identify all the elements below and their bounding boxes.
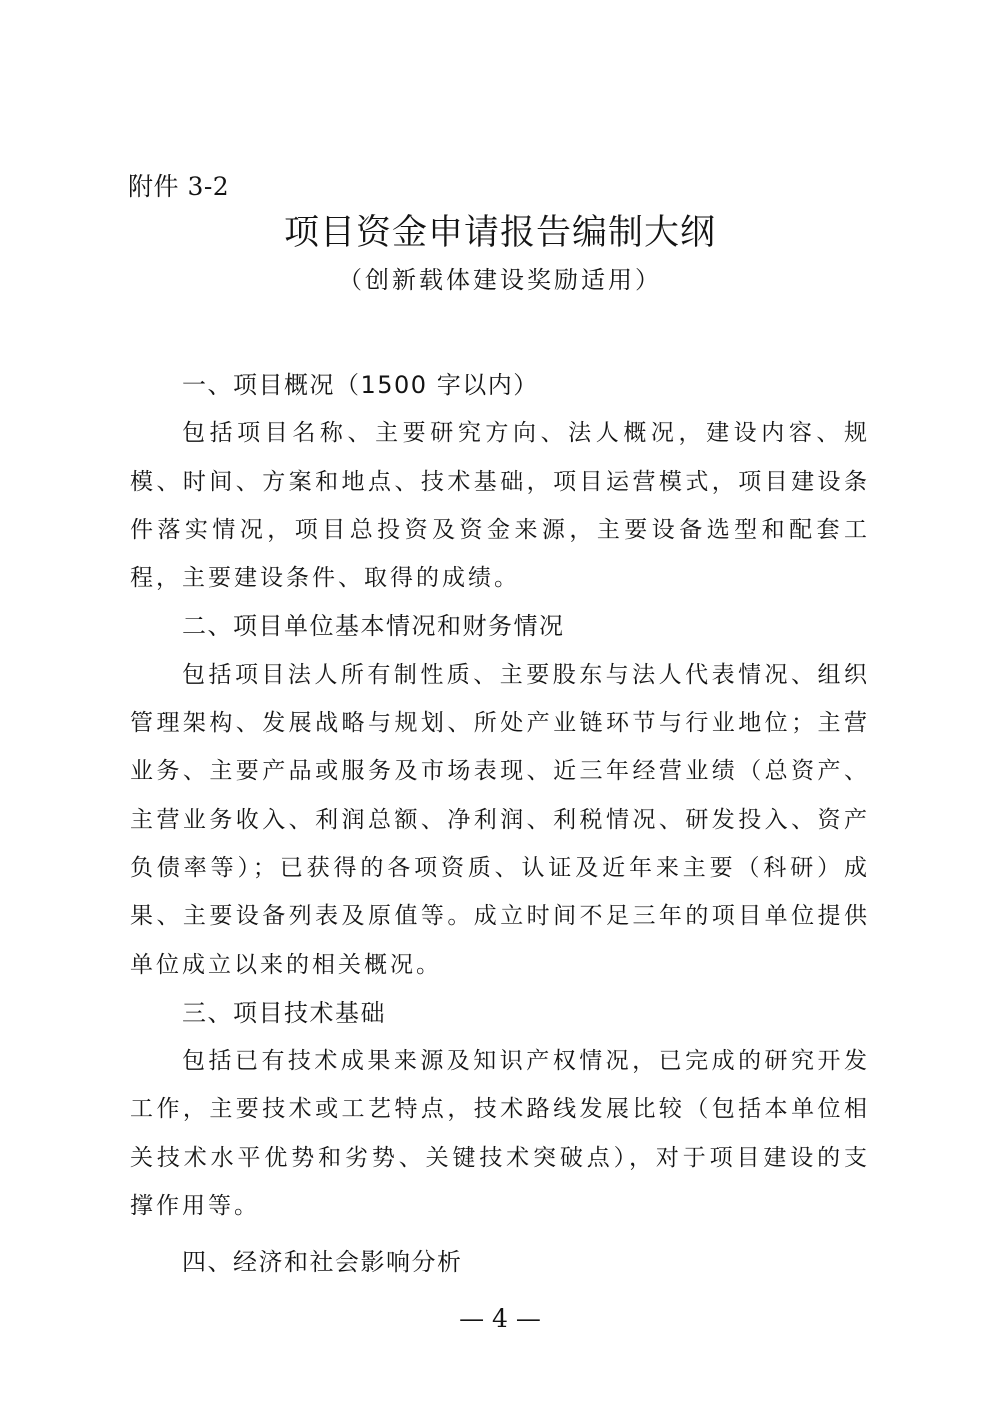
section-heading-2: 二、项目单位基本情况和财务情况	[182, 612, 565, 641]
section-body-1: 包括项目名称、主要研究方向、法人概况，建设内容、规模、时间、方案和地点、技术基础，项目运营模式，项目建设条件落实情况，项目总投资及资金来源，主要设备选型和配套工程，主要建设条件、取得的成绩。	[130, 420, 870, 592]
section-heading-4: 四、经济和社会影响分析	[182, 1248, 463, 1277]
document-title: 项目资金申请报告编制大纲	[283, 213, 716, 253]
attachment-label: 附件 3-2	[128, 172, 230, 201]
document-body	[130, 361, 870, 1287]
section-heading-3: 三、项目技术基础	[182, 998, 386, 1027]
document-subtitle: （创新载体建设奖励适用）	[338, 266, 662, 294]
section-spacer	[130, 1230, 870, 1238]
section-heading-1: 一、项目概况（1500 字以内）	[182, 371, 539, 399]
section-body-3: 包括已有技术成果来源及知识产权情况，已完成的研究开发工作，主要技术或工艺特点，技术路线发展比较（包括本单位相关技术水平优势和劣势、关键技术突破点），对于项目建设的支撑作用等。	[130, 1048, 870, 1220]
page-number: — 4 —	[459, 1304, 541, 1333]
section-body-2: 包括项目法人所有制性质、主要股东与法人代表情况、组织管理架构、发展战略与规划、所处产业链环节与行业地位；主营业务、主要产品或服务及市场表现、近三年经营业绩（总资产、主营业务收入、利润总额、净利润、利税情况、研发投入、资产负债率等）；已获得的各项资质、认证及近年来主要（科研）成果、主要设备列表及原值等。成立时间不足三年的项目单位提供单位成立以来的相关概况。	[130, 661, 870, 978]
